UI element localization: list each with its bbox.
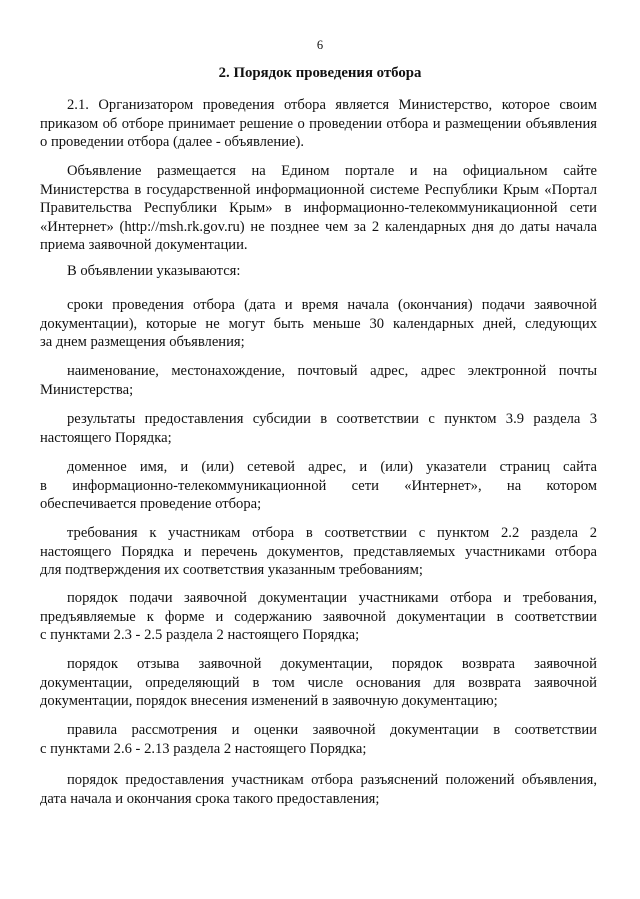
text-line: 2.1. Организатором проведения отбора является Министерство, которое своим: [67, 97, 597, 113]
text-line: Министерства в государственной информационной системе Республики Крым «Портал: [40, 181, 597, 198]
text-line: «Интернет» (http://msh.rk.gov.ru) не позднее чем за 2 календарных дня до даты начала: [40, 218, 597, 235]
text-line: приема заявочной документации.: [40, 237, 248, 254]
text-line: порядок подачи заявочной документации участниками отбора и требования,: [67, 590, 597, 606]
text-line: наименование, местонахождение, почтовый адрес, адрес электронной почты: [67, 363, 597, 379]
text-line: результаты предоставления субсидии в соответствии с пунктом 3.9 раздела 3: [67, 411, 597, 427]
text-line: за днем размещения объявления;: [40, 334, 245, 351]
text-line: настоящего Порядка и перечень документов, представляемых участниками отбора: [40, 543, 597, 560]
text-line: настоящего Порядка;: [40, 429, 172, 446]
text-line: документации), которые не могут быть меньше 30 календарных дней, следующих: [40, 315, 597, 332]
text-line: сроки проведения отбора (дата и время начала (окончания) подачи заявочной: [67, 297, 597, 313]
text-line: дата начала и окончания срока такого предоставления;: [40, 790, 380, 807]
text-line: порядок отзыва заявочной документации, порядок возврата заявочной: [67, 656, 597, 672]
text-line: в информационно-телекоммуникационной сети «Интернет», на котором: [40, 477, 597, 494]
text-line: Министерства;: [40, 381, 134, 398]
text-line: Правительства Республики Крым» в информационно-телекоммуникационной сети: [40, 200, 597, 217]
text-line: о проведении отбора (далее - объявление).: [40, 134, 305, 151]
text-line: приказом об отборе принимает решение о проведении отбора и размещении объявления: [40, 115, 597, 132]
text-line: порядок предоставления участникам отбора разъяснений положений объявления,: [67, 772, 597, 788]
text-line: с пунктами 2.6 - 2.13 раздела 2 настоящего Порядка;: [40, 740, 367, 757]
text-line: Объявление размещается на Едином портале и на официальном сайте: [67, 163, 597, 179]
text-line: требования к участникам отбора в соответствии с пунктом 2.2 раздела 2: [67, 525, 597, 541]
text-line: с пунктами 2.3 - 2.5 раздела 2 настоящего Порядка;: [40, 627, 360, 644]
text-line: предъявляемые к форме и содержанию заявочной документации в соответствии: [40, 608, 597, 625]
text-line: документации, порядок внесения изменений в заявочную документацию;: [40, 693, 498, 710]
page-number: 6: [316, 38, 324, 52]
text-line: для подтверждения их соответствия указанным требованиям;: [40, 562, 423, 579]
text-line: В объявлении указываются:: [67, 263, 241, 279]
text-line: доменное имя, и (или) сетевой адрес, и (или) указатели страниц сайта: [67, 459, 597, 475]
section-heading: 2. Порядок проведения отбора: [218, 65, 422, 81]
text-line: обеспечивается проведение отбора;: [40, 496, 262, 513]
text-line: документации, определяющий в том числе основания для возврата заявочной: [40, 674, 597, 691]
text-line: правила рассмотрения и оценки заявочной документации в соответствии: [67, 722, 597, 738]
